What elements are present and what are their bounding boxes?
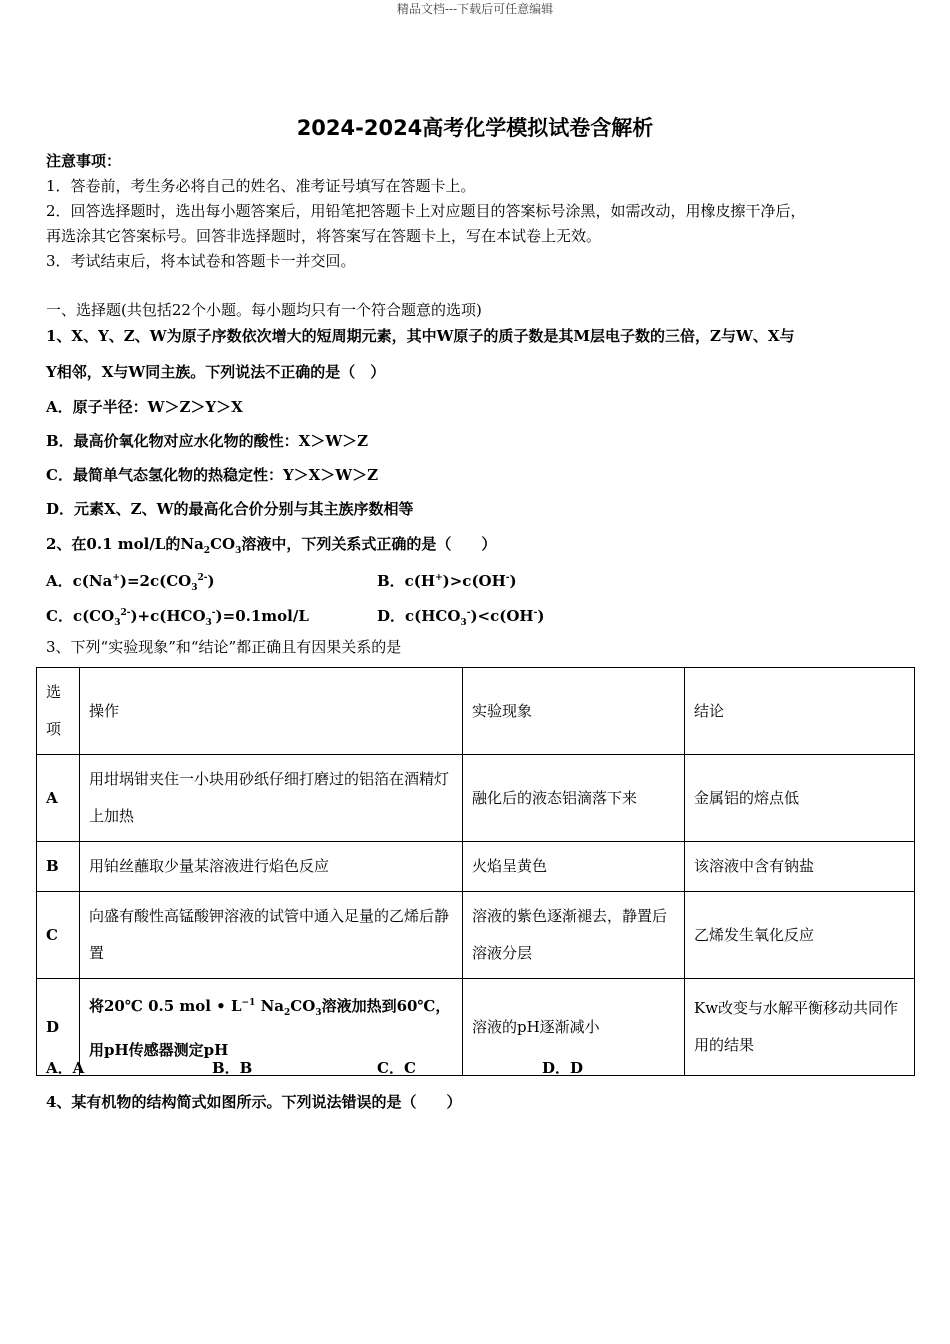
table-row — [37, 892, 915, 979]
q2-option-c: C．$c(CO_3^{2-})+c(HCO_3^-)=0.1mol/L$ — [46, 607, 309, 628]
q2-option-d: D．$c(HCO_3^-)<c(OH^-)$ — [377, 607, 545, 628]
q1-stem-line1: 1、X、Y、Z、W为原子序数依次增大的短周期元素，其中W原子的质子数是其M层电子数的三倍，Z与W、X与 — [46, 327, 795, 345]
notice-item-1: 1．答卷前，考生务必将自己的姓名、准考证号填写在答题卡上。 — [46, 177, 476, 195]
q2-option-a: A．$c(Na^+)=2c(CO_3^{2-})$ — [46, 572, 215, 593]
row-b-phenomenon: 火焰呈黄色 — [463, 842, 685, 892]
section-heading: 一、选择题(共包括22个小题。每小题均只有一个符合题意的选项) — [46, 301, 482, 319]
q1-option-b: B．最高价氧化物对应水化物的酸性：X＞W＞Z — [46, 432, 369, 450]
table-header-conclusion: 结论 — [685, 668, 915, 755]
row-c-phenomenon: 溶液的紫色逐渐褪去，静置后溶液分层 — [463, 892, 685, 979]
row-a-option: A — [37, 755, 80, 842]
row-c-conclusion: 乙烯发生氧化反应 — [685, 892, 915, 979]
q1-option-a: A．原子半径：W＞Z＞Y＞X — [46, 398, 243, 416]
table-row — [37, 842, 915, 892]
notice-item-2-cont: 再选涂其它答案标号。回答非选择题时，将答案写在答题卡上，写在本试卷上无效。 — [46, 227, 602, 245]
row-d-operation: 将20℃ 0.5 mol • $L^{-1}$ $Na_2CO_3$溶液加热到60℃，用pH传感器测定pH — [80, 979, 463, 1076]
table-header-operation: 操作 — [80, 668, 463, 755]
q3-answer-c: C．C — [377, 1059, 416, 1077]
q3-answer-a: A．A — [46, 1059, 85, 1077]
q3-answer-d: D．D — [542, 1059, 584, 1077]
notice-item-2: 2．回答选择题时，选出每小题答案后，用铅笔把答题卡上对应题目的答案标号涂黑，如需改动，用橡皮擦干净后， — [46, 202, 806, 220]
row-b-option: B — [37, 842, 80, 892]
row-c-operation: 向盛有酸性高锰酸钾溶液的试管中通入足量的乙烯后静置 — [80, 892, 463, 979]
q3-stem: 3、下列“实验现象”和“结论”都正确且有因果关系的是 — [46, 638, 402, 656]
table-header-phenomenon: 实验现象 — [463, 668, 685, 755]
q3-answer-b: B．B — [212, 1059, 253, 1077]
q1-option-c: C．最简单气态氢化物的热稳定性：Y＞X＞W＞Z — [46, 466, 379, 484]
row-b-operation: 用铂丝蘸取少量某溶液进行焰色反应 — [80, 842, 463, 892]
q4-stem: 4、某有机物的结构简式如图所示。下列说法错误的是（ ） — [46, 1093, 462, 1111]
notice-item-3: 3．考试结束后，将本试卷和答题卡一并交回。 — [46, 252, 356, 270]
q1-option-d: D．元素X、Z、W的最高化合价分别与其主族序数相等 — [46, 500, 414, 518]
row-d-conclusion: Kw改变与水解平衡移动共同作用的结果 — [685, 979, 915, 1076]
q2-option-b: B．c(H+)>c(OH-) — [377, 572, 517, 590]
table-row — [37, 755, 915, 842]
q2-stem: 2、在0.1 mol/L的$Na_2CO_3$溶液中，下列关系式正确的是（ ） — [46, 535, 497, 556]
notice-heading: 注意事项： — [46, 152, 122, 170]
row-d-option: D — [37, 979, 80, 1076]
table-header-row — [37, 668, 915, 755]
table-header-option: 选项 — [37, 668, 80, 755]
page-header: 精品文档---下载后可任意编辑 — [396, 2, 554, 16]
page-title: 2024-2024高考化学模拟试卷含解析 — [296, 116, 654, 140]
q3-table — [36, 667, 915, 1076]
row-a-operation: 用坩埚钳夹住一小块用砂纸仔细打磨过的铝箔在酒精灯上加热 — [80, 755, 463, 842]
row-a-conclusion: 金属铝的熔点低 — [685, 755, 915, 842]
table-row — [37, 979, 915, 1076]
row-d-phenomenon: 溶液的pH逐渐减小 — [463, 979, 685, 1076]
q1-stem-line2: Y相邻，X与W同主族。下列说法不正确的是（ ） — [46, 363, 386, 381]
row-a-phenomenon: 融化后的液态铝滴落下来 — [463, 755, 685, 842]
row-b-conclusion: 该溶液中含有钠盐 — [685, 842, 915, 892]
row-c-option: C — [37, 892, 80, 979]
